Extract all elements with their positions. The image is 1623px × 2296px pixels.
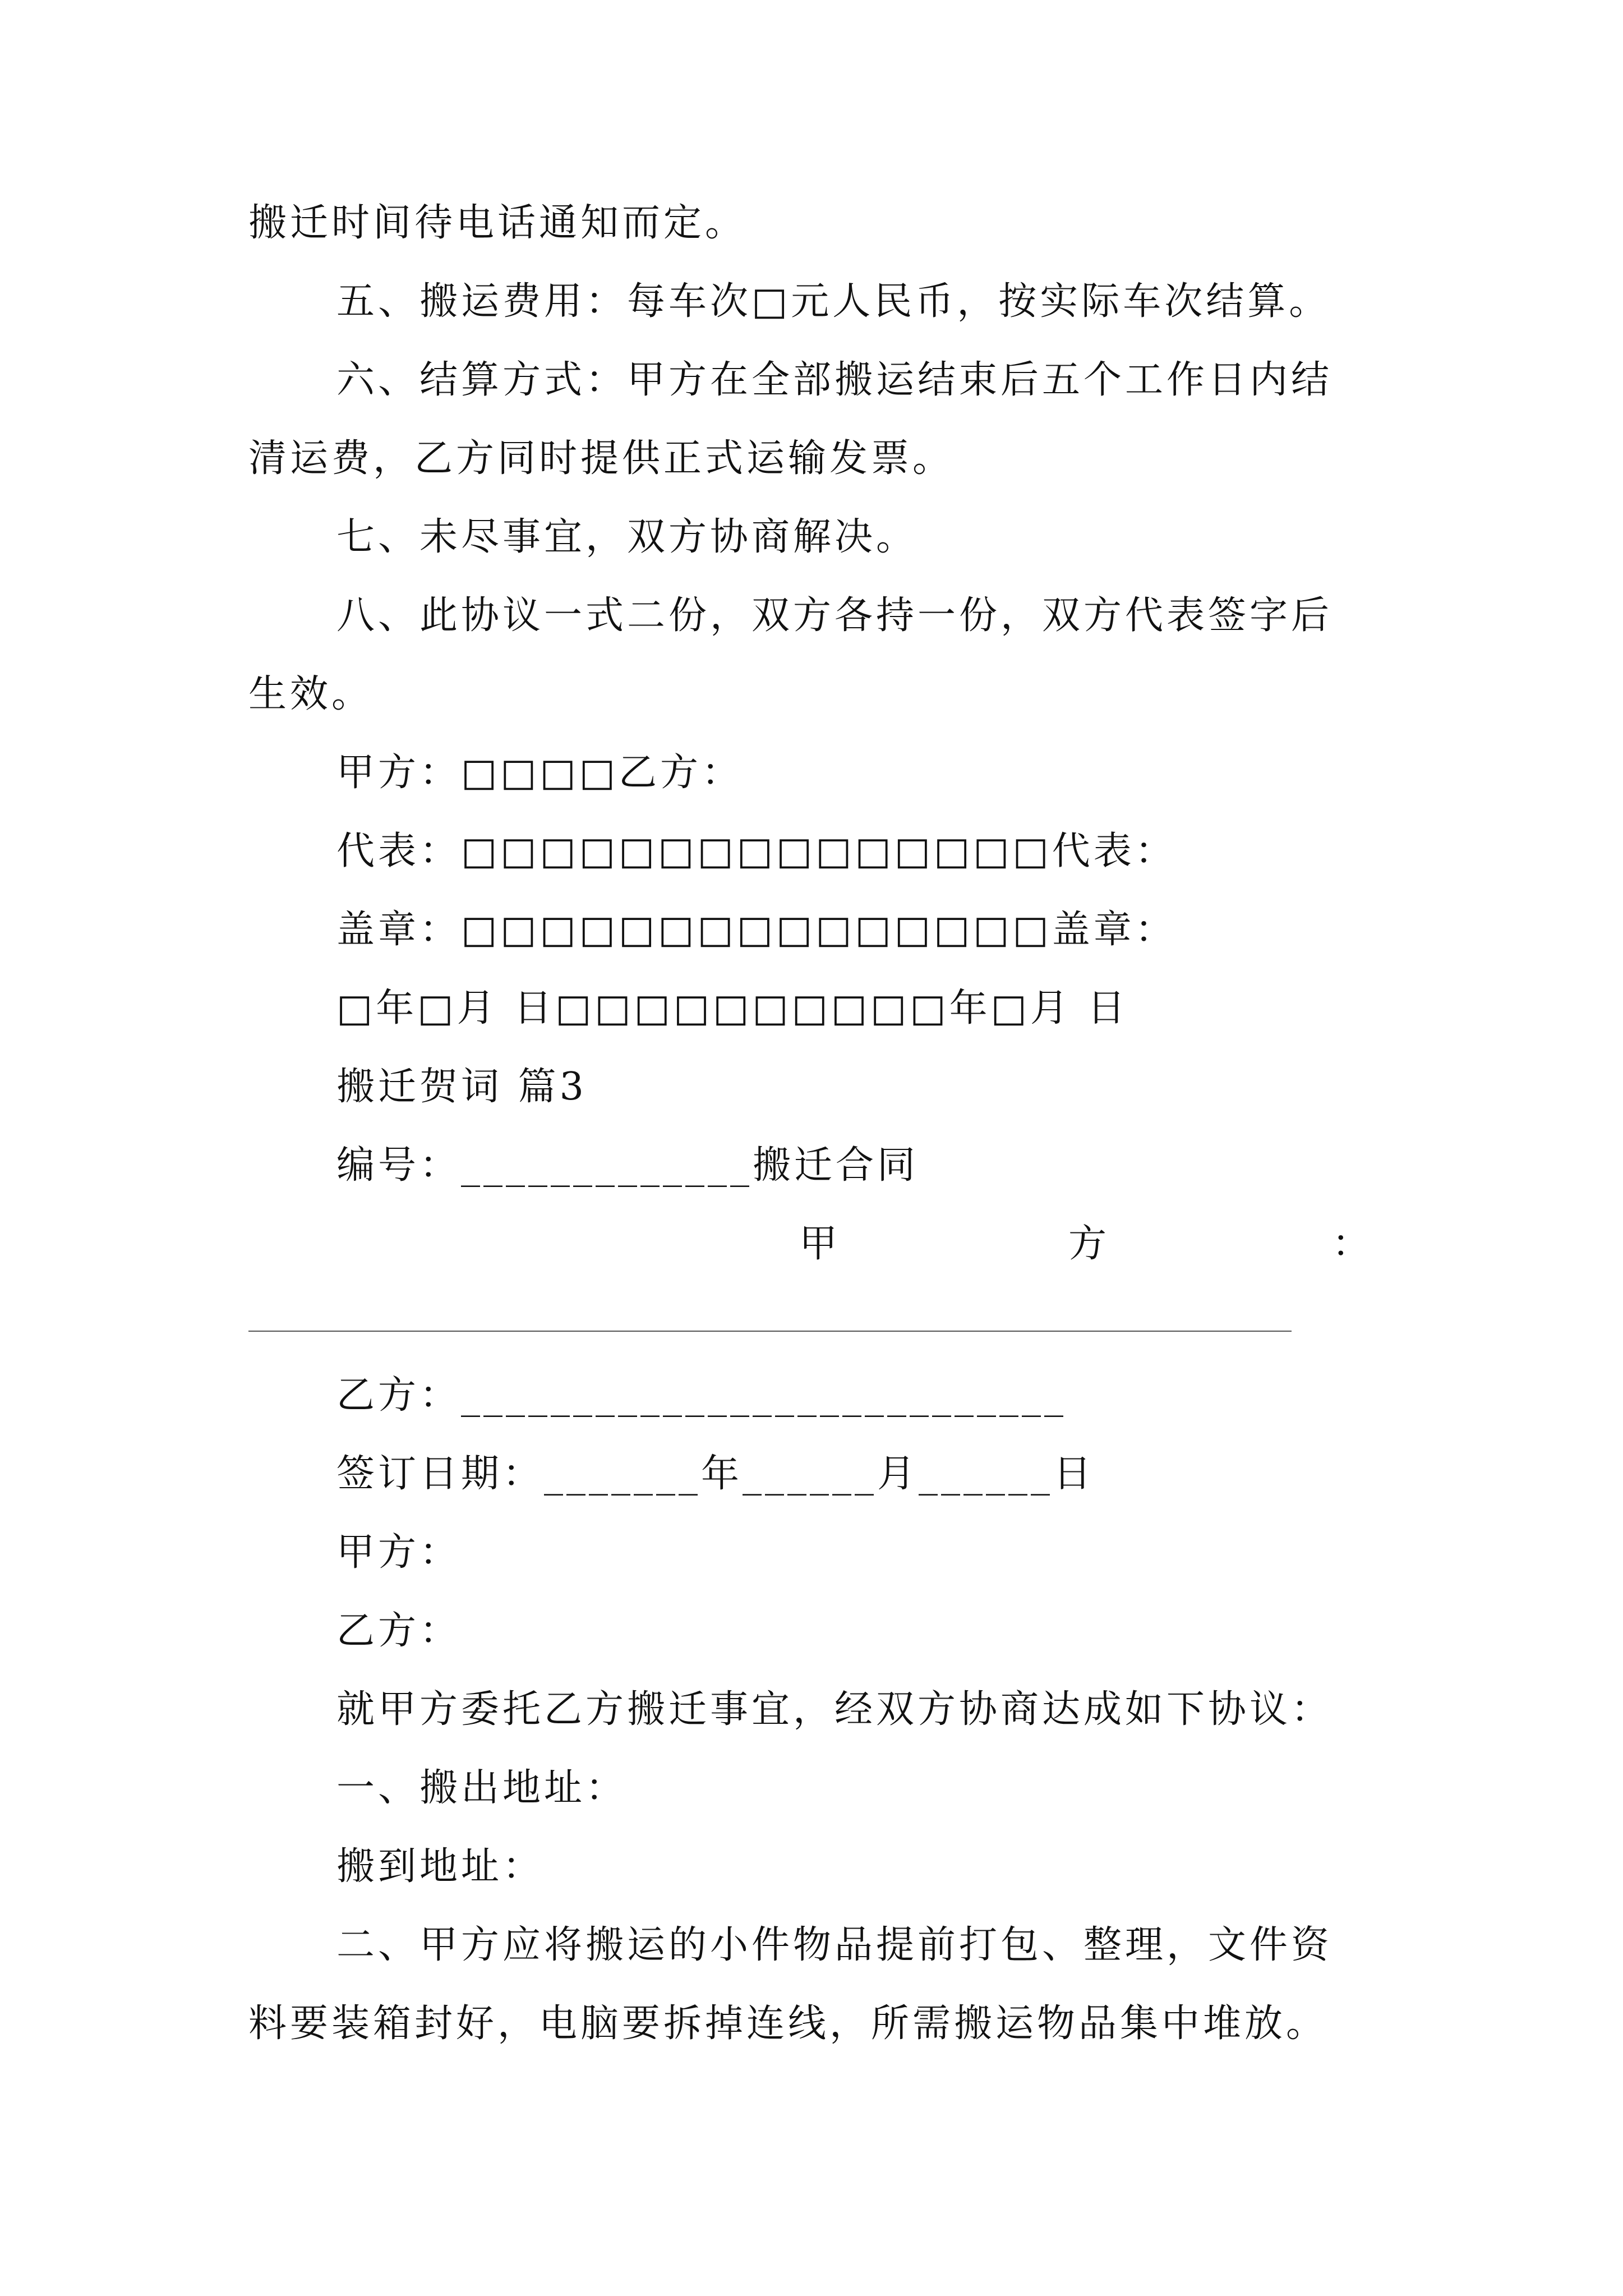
text-line: 料要装箱封好，电脑要拆掉连线，所需搬运物品集中堆放。 [248, 2001, 1328, 2046]
text-line: 清运费，乙方同时提供正式运输发票。 [248, 436, 955, 481]
party-b-line: 乙方：___________________________ [336, 1373, 1067, 1418]
sign-date-line: 签订日期：_______年______月______日 [336, 1452, 1095, 1496]
fill-in-rule [248, 1331, 1292, 1332]
text-line: 八、此协议一式二份，双方各持一份，双方代表签字后 [336, 593, 1333, 638]
text-line: 七、未尽事宜，双方协商解决。 [336, 515, 918, 559]
date-line: □年□月 日□□□□□□□□□□年□月 日 [336, 986, 1129, 1030]
text-line: 甲方： [336, 1530, 462, 1575]
section-heading: 搬迁贺词 篇3 [336, 1065, 587, 1109]
signature-line: 甲方：□□□□乙方： [336, 751, 743, 795]
text-line: 二、甲方应将搬运的小件物品提前打包、整理，文件资 [336, 1923, 1333, 1967]
signature-line: 盖章：□□□□□□□□□□□□□□□盖章： [336, 908, 1177, 952]
signature-line: 代表：□□□□□□□□□□□□□□□代表： [336, 829, 1177, 873]
party-a-char: 甲 [799, 1222, 838, 1266]
text-line: 乙方： [336, 1609, 462, 1653]
contract-number-line: 编号：_____________搬迁合同 [336, 1143, 919, 1188]
text-line: 一、搬出地址： [336, 1766, 628, 1810]
text-line: 六、结算方式：甲方在全部搬运结束后五个工作日内结 [336, 358, 1333, 402]
party-a-colon: ： [1332, 1222, 1371, 1266]
party-a-char: 方 [1068, 1222, 1107, 1266]
text-line: 就甲方委托乙方搬迁事宜，经双方协商达成如下协议： [336, 1687, 1333, 1732]
text-line: 五、搬运费用：每车次□元人民币，按实际车次结算。 [336, 279, 1331, 324]
text-line: 搬到地址： [336, 1844, 545, 1889]
text-line: 搬迁时间待电话通知而定。 [248, 201, 747, 245]
text-line: 生效。 [248, 672, 374, 716]
